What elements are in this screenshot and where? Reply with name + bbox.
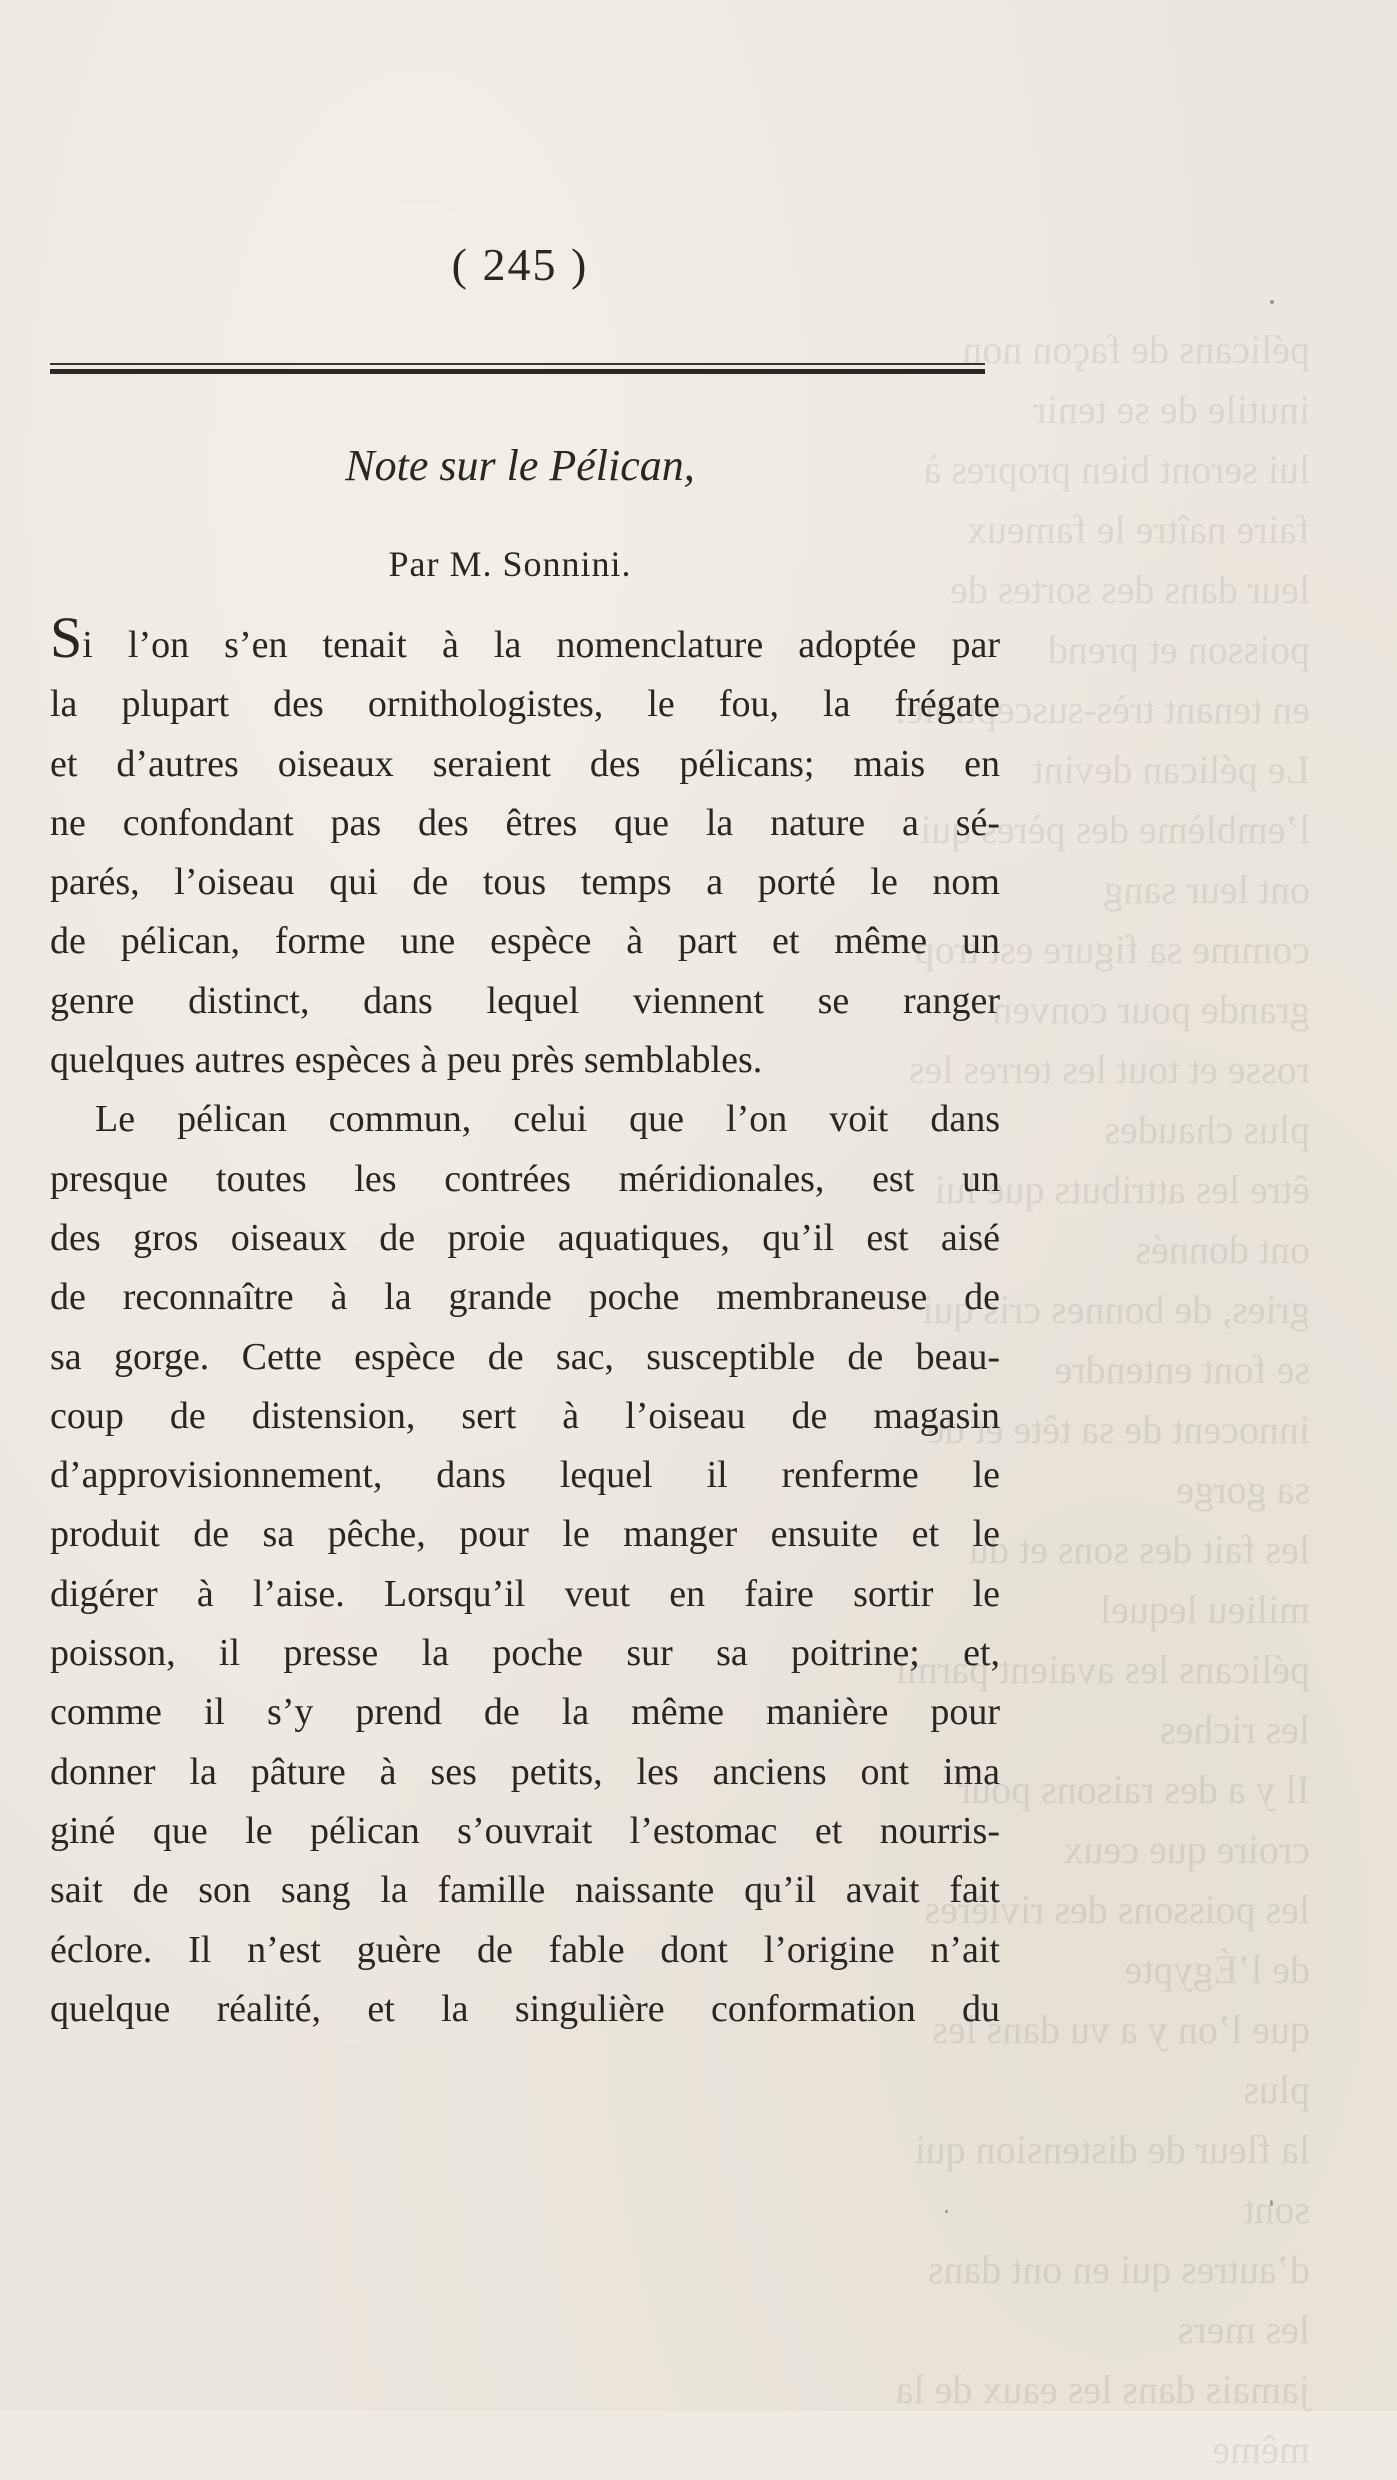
text-line: quelque réalité, et la singulière conformation du (50, 1987, 1000, 2030)
text-line: poisson, il presse la poche sur sa poitrine; et, (50, 1632, 1000, 1675)
text-line: sait de son sang la famille naissante qu’il avait fait (50, 1869, 1000, 1912)
text-line: quelques autres espèces à peu près semblables. (50, 1039, 763, 1082)
author-byline: Par M. Sonnini. (388, 544, 632, 584)
page-number: ( 245 ) (451, 239, 589, 290)
paper-speck (1270, 300, 1274, 304)
text-line: Si l’on s’en tenait à la nomenclature adoptée par (50, 605, 1000, 670)
text-line: de reconnaître à la grande poche membraneuse de (50, 1276, 1000, 1319)
text-line: digérer à l’aise. Lorsqu’il veut en faire sortir le (50, 1572, 1000, 1615)
bleed-through-texture: pélicans de façon non inutile de se tenir lui seront bien propres à faire naître le fameux leur dans des sortes de poisson et prend en tenant très-susceptible. Le pélican devint l’emblème des pères qui ont leur sang comme sa figure est trop grande pour conven rosse et tout les terres les plus chaudes être les attributs que lui ont donnés gries, de bonnes cris qui se font entendre innocent de sa tête et de sa gorge les fait des sons et du milieu lequel pélicans les avaient parmi les riches Il y a des raisons pour croire que ceux les poissons des rivières de l’Égypte que l’on y a vu dans les plus la fleur de distension qui sont d’autres qui en ont dans les mers jamais dans les eaux de la même (895, 327, 1310, 2472)
text-line: la plupart des ornithologistes, le fou, la frégate (50, 683, 1000, 726)
rule-thick-line (50, 369, 985, 374)
text-line: Le pélican commun, celui que l’on voit dans (95, 1098, 1000, 1141)
text-line: produit de sa pêche, pour le manger ensuite et le (50, 1513, 1000, 1556)
text-line: ne confondant pas des êtres que la nature a sé- (50, 801, 1000, 844)
text-line: genre distinct, dans lequel viennent se ranger (50, 979, 1000, 1022)
text-line: sa gorge. Cette espèce de sac, susceptible de beau- (50, 1335, 1000, 1378)
article-title: Note sur le Pélican, (345, 441, 695, 490)
text-line: et d’autres oiseaux seraient des pélicans; mais en (50, 742, 1000, 785)
text-line: giné que le pélican s’ouvrait l’estomac et nourris- (50, 1809, 1000, 1852)
text-line: des gros oiseaux de proie aquatiques, qu’il est aisé (50, 1216, 1000, 1259)
paper-speck (945, 2210, 948, 2213)
text-line: coup de distension, sert à l’oiseau de magasin (50, 1394, 1000, 1437)
text-line: donner la pâture à ses petits, les anciens ont ima (50, 1750, 1000, 1793)
rule-thin-line (50, 363, 985, 365)
text-line: parés, l’oiseau qui de tous temps a porté le nom (50, 861, 1000, 904)
text-line: presque toutes les contrées méridionales, est un (50, 1157, 1000, 1200)
text-line: d’approvisionnement, dans lequel il renferme le (50, 1454, 1000, 1497)
text-line: comme il s’y prend de la même manière pour (50, 1691, 1000, 1734)
header-double-rule (50, 363, 985, 377)
text-line: éclore. Il n’est guère de fable dont l’origine n’ait (50, 1928, 1000, 1971)
article-body (50, 605, 1000, 2039)
text-line: de pélican, forme une espèce à part et même un (50, 920, 1000, 963)
paper-speck (1270, 2200, 1273, 2206)
drop-cap: S (50, 605, 83, 670)
